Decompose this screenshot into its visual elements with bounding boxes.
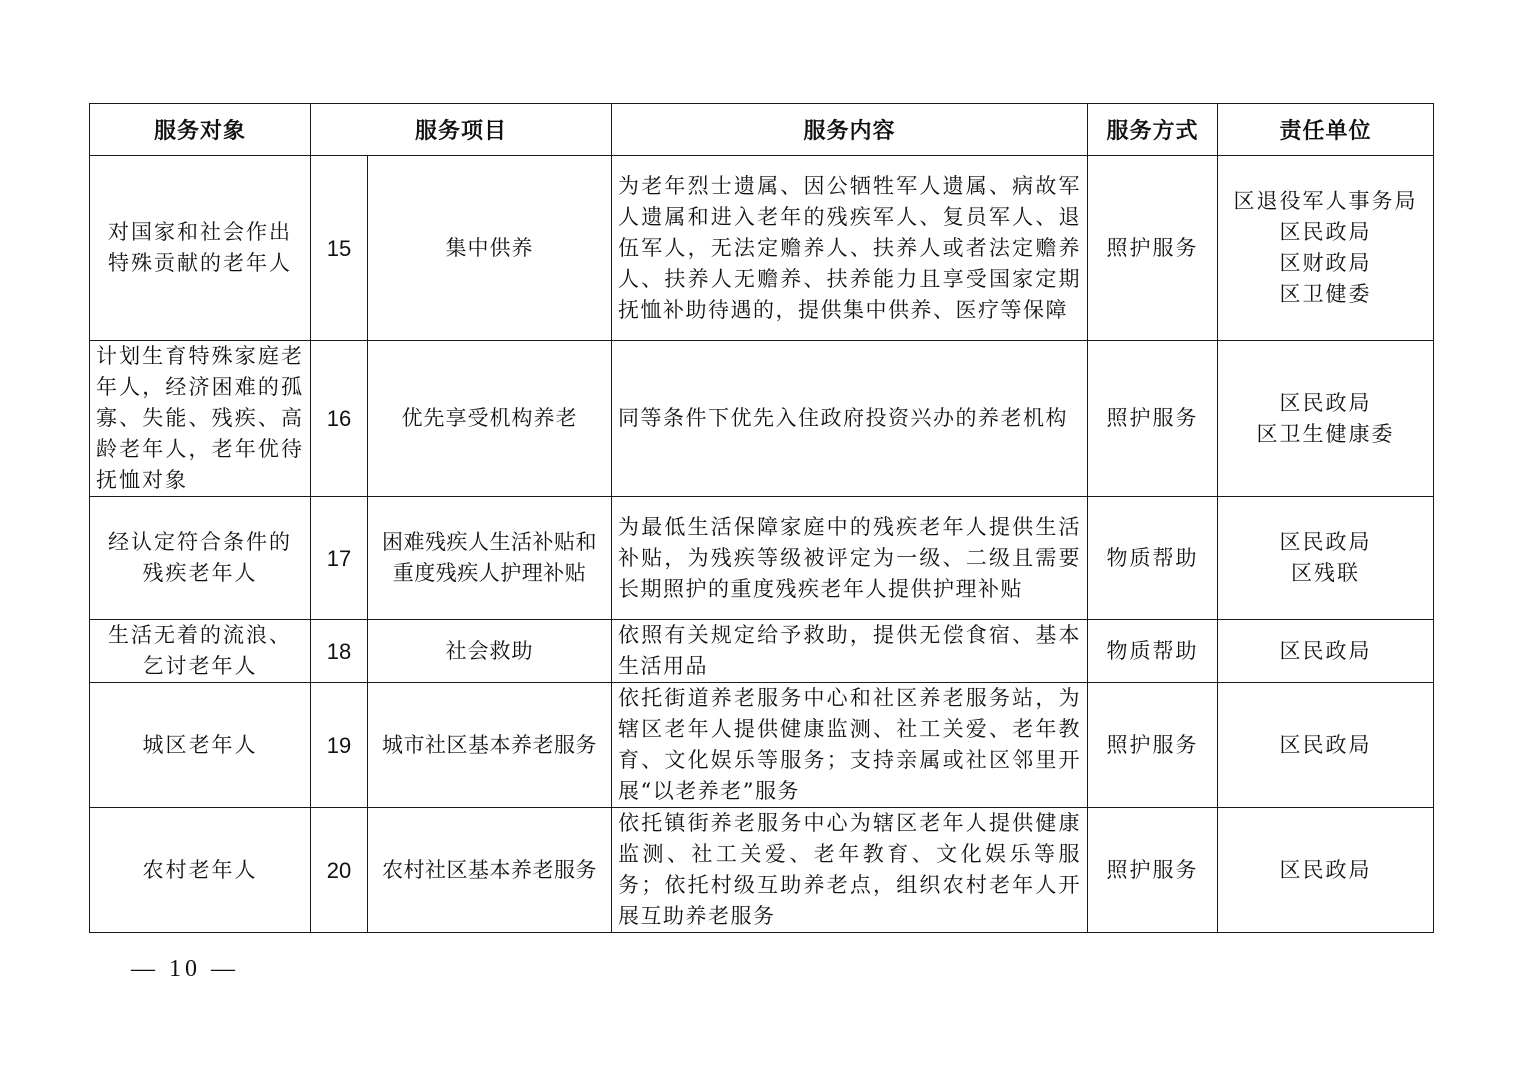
page-number: — 10 — xyxy=(131,956,239,982)
row-target: 对国家和社会作出特殊贡献的老年人 xyxy=(90,156,311,341)
row-item: 城市社区基本养老服务 xyxy=(368,683,612,808)
row-item: 困难残疾人生活补贴和重度残疾人护理补贴 xyxy=(368,497,612,620)
row-item: 集中供养 xyxy=(368,156,612,341)
table-row xyxy=(90,808,1434,933)
header-service-content: 服务内容 xyxy=(612,104,1088,156)
row-item: 农村社区基本养老服务 xyxy=(368,808,612,933)
unit-name: 区民政局 xyxy=(1279,390,1372,415)
unit-name: 区民政局 xyxy=(1279,220,1372,244)
row-number: 15 xyxy=(311,156,368,341)
row-content: 同等条件下优先入住政府投资兴办的养老机构 xyxy=(612,341,1088,497)
table-row xyxy=(90,497,1434,620)
row-units xyxy=(1218,620,1434,683)
row-number: 20 xyxy=(311,808,368,933)
row-method: 物质帮助 xyxy=(1088,497,1218,620)
unit-name: 区民政局 xyxy=(1279,732,1372,757)
unit-name: 区财政局 xyxy=(1279,251,1372,275)
row-method: 照护服务 xyxy=(1088,156,1218,341)
header-service-item: 服务项目 xyxy=(311,104,612,156)
unit-name: 区民政局 xyxy=(1279,530,1372,554)
row-number: 18 xyxy=(311,620,368,683)
unit-name: 区卫健委 xyxy=(1279,282,1372,306)
row-content: 依托镇街养老服务中心为辖区老年人提供健康监测、社工关爱、老年教育、文化娱乐等服务；依托村级互助养老点，组织农村老年人开展互助养老服务 xyxy=(612,808,1088,933)
table-row xyxy=(90,341,1434,497)
unit-name: 区残联 xyxy=(1291,561,1361,585)
header-responsible-unit: 责任单位 xyxy=(1218,104,1434,156)
row-content: 依托街道养老服务中心和社区养老服务站，为辖区老年人提供健康监测、社工关爱、老年教育、文化娱乐等服务；支持亲属或社区邻里开展“以老养老”服务 xyxy=(612,683,1088,808)
header-service-method: 服务方式 xyxy=(1088,104,1218,156)
row-units xyxy=(1218,683,1434,808)
row-method: 照护服务 xyxy=(1088,341,1218,497)
row-units xyxy=(1218,808,1434,933)
service-table xyxy=(89,103,1434,933)
unit-name: 区民政局 xyxy=(1279,638,1372,663)
row-content: 依照有关规定给予救助，提供无偿食宿、基本生活用品 xyxy=(612,620,1088,683)
row-method: 物质帮助 xyxy=(1088,620,1218,683)
row-item: 社会救助 xyxy=(368,620,612,683)
row-units xyxy=(1218,497,1434,620)
table-row xyxy=(90,620,1434,683)
row-target: 农村老年人 xyxy=(90,808,311,933)
row-number: 16 xyxy=(311,341,368,497)
row-units xyxy=(1218,341,1434,497)
row-target: 计划生育特殊家庭老年人，经济困难的孤寡、失能、残疾、高龄老年人，老年优待抚恤对象 xyxy=(90,341,311,497)
table-header-row xyxy=(90,104,1434,156)
row-number: 17 xyxy=(311,497,368,620)
row-item: 优先享受机构养老 xyxy=(368,341,612,497)
row-number: 19 xyxy=(311,683,368,808)
unit-name: 区退役军人事务局 xyxy=(1233,189,1418,213)
row-units xyxy=(1218,156,1434,341)
unit-name: 区卫生健康委 xyxy=(1256,421,1395,446)
table-row xyxy=(90,156,1434,341)
row-target: 城区老年人 xyxy=(90,683,311,808)
row-method: 照护服务 xyxy=(1088,808,1218,933)
unit-name: 区民政局 xyxy=(1279,857,1372,882)
table-row xyxy=(90,683,1434,808)
row-method: 照护服务 xyxy=(1088,683,1218,808)
row-target: 生活无着的流浪、乞讨老年人 xyxy=(90,620,311,683)
row-content: 为最低生活保障家庭中的残疾老年人提供生活补贴，为残疾等级被评定为一级、二级且需要长期照护的重度残疾老年人提供护理补贴 xyxy=(612,497,1088,620)
header-service-target: 服务对象 xyxy=(90,104,311,156)
row-target: 经认定符合条件的残疾老年人 xyxy=(90,497,311,620)
row-content: 为老年烈士遗属、因公牺牲军人遗属、病故军人遗属和进入老年的残疾军人、复员军人、退伍军人，无法定赡养人、扶养人或者法定赡养人、扶养人无赡养、扶养能力且享受国家定期抚恤补助待遇的，提供集中供养、医疗等保障 xyxy=(612,156,1088,341)
